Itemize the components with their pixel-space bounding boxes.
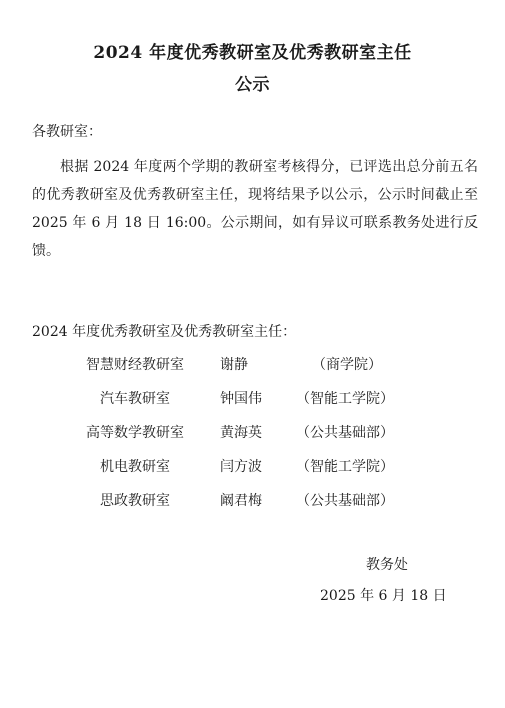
signature-date: 2025 年 6 月 18 日 [320,588,447,604]
director-name: 阚君梅 [220,493,262,509]
director-name: 谢静 [220,357,248,373]
winner-row [0,486,505,520]
director-name: 黄海英 [220,425,262,441]
director-name: 钟国伟 [220,391,262,407]
office-name: 智慧财经教研室 [86,357,184,373]
page-subtitle: 公示 [235,75,270,95]
winner-row [0,418,505,452]
department-name: （智能工学院） [296,391,394,407]
department-name: （智能工学院） [296,459,394,475]
signature-org: 教务处 [366,557,408,573]
office-name: 机电教研室 [100,459,170,475]
department-name: （公共基础部） [296,493,394,509]
winner-row [0,384,505,418]
notice-body: 根据 2024 年度两个学期的教研室考核得分，已评选出总分前五名的优秀教研室及优秀教研室主任，现将结果予以公示，公示时间截止至 2025 年 6 月 18 日 16:00。公示期间，如有异议可联系教务处进行反馈。 [32,159,478,259]
director-name: 闫方波 [220,459,262,475]
salutation: 各教研室： [32,124,102,140]
list-heading: 2024 年度优秀教研室及优秀教研室主任： [32,324,297,340]
office-name: 思政教研室 [100,493,170,509]
winner-row [0,452,505,486]
page-title: 2024 年度优秀教研室及优秀教研室主任 [93,43,412,63]
winner-row [0,350,505,384]
office-name: 汽车教研室 [100,391,170,407]
winner-list [0,350,505,520]
department-name: （商学院） [312,357,382,373]
department-name: （公共基础部） [296,425,394,441]
office-name: 高等数学教研室 [86,425,184,441]
